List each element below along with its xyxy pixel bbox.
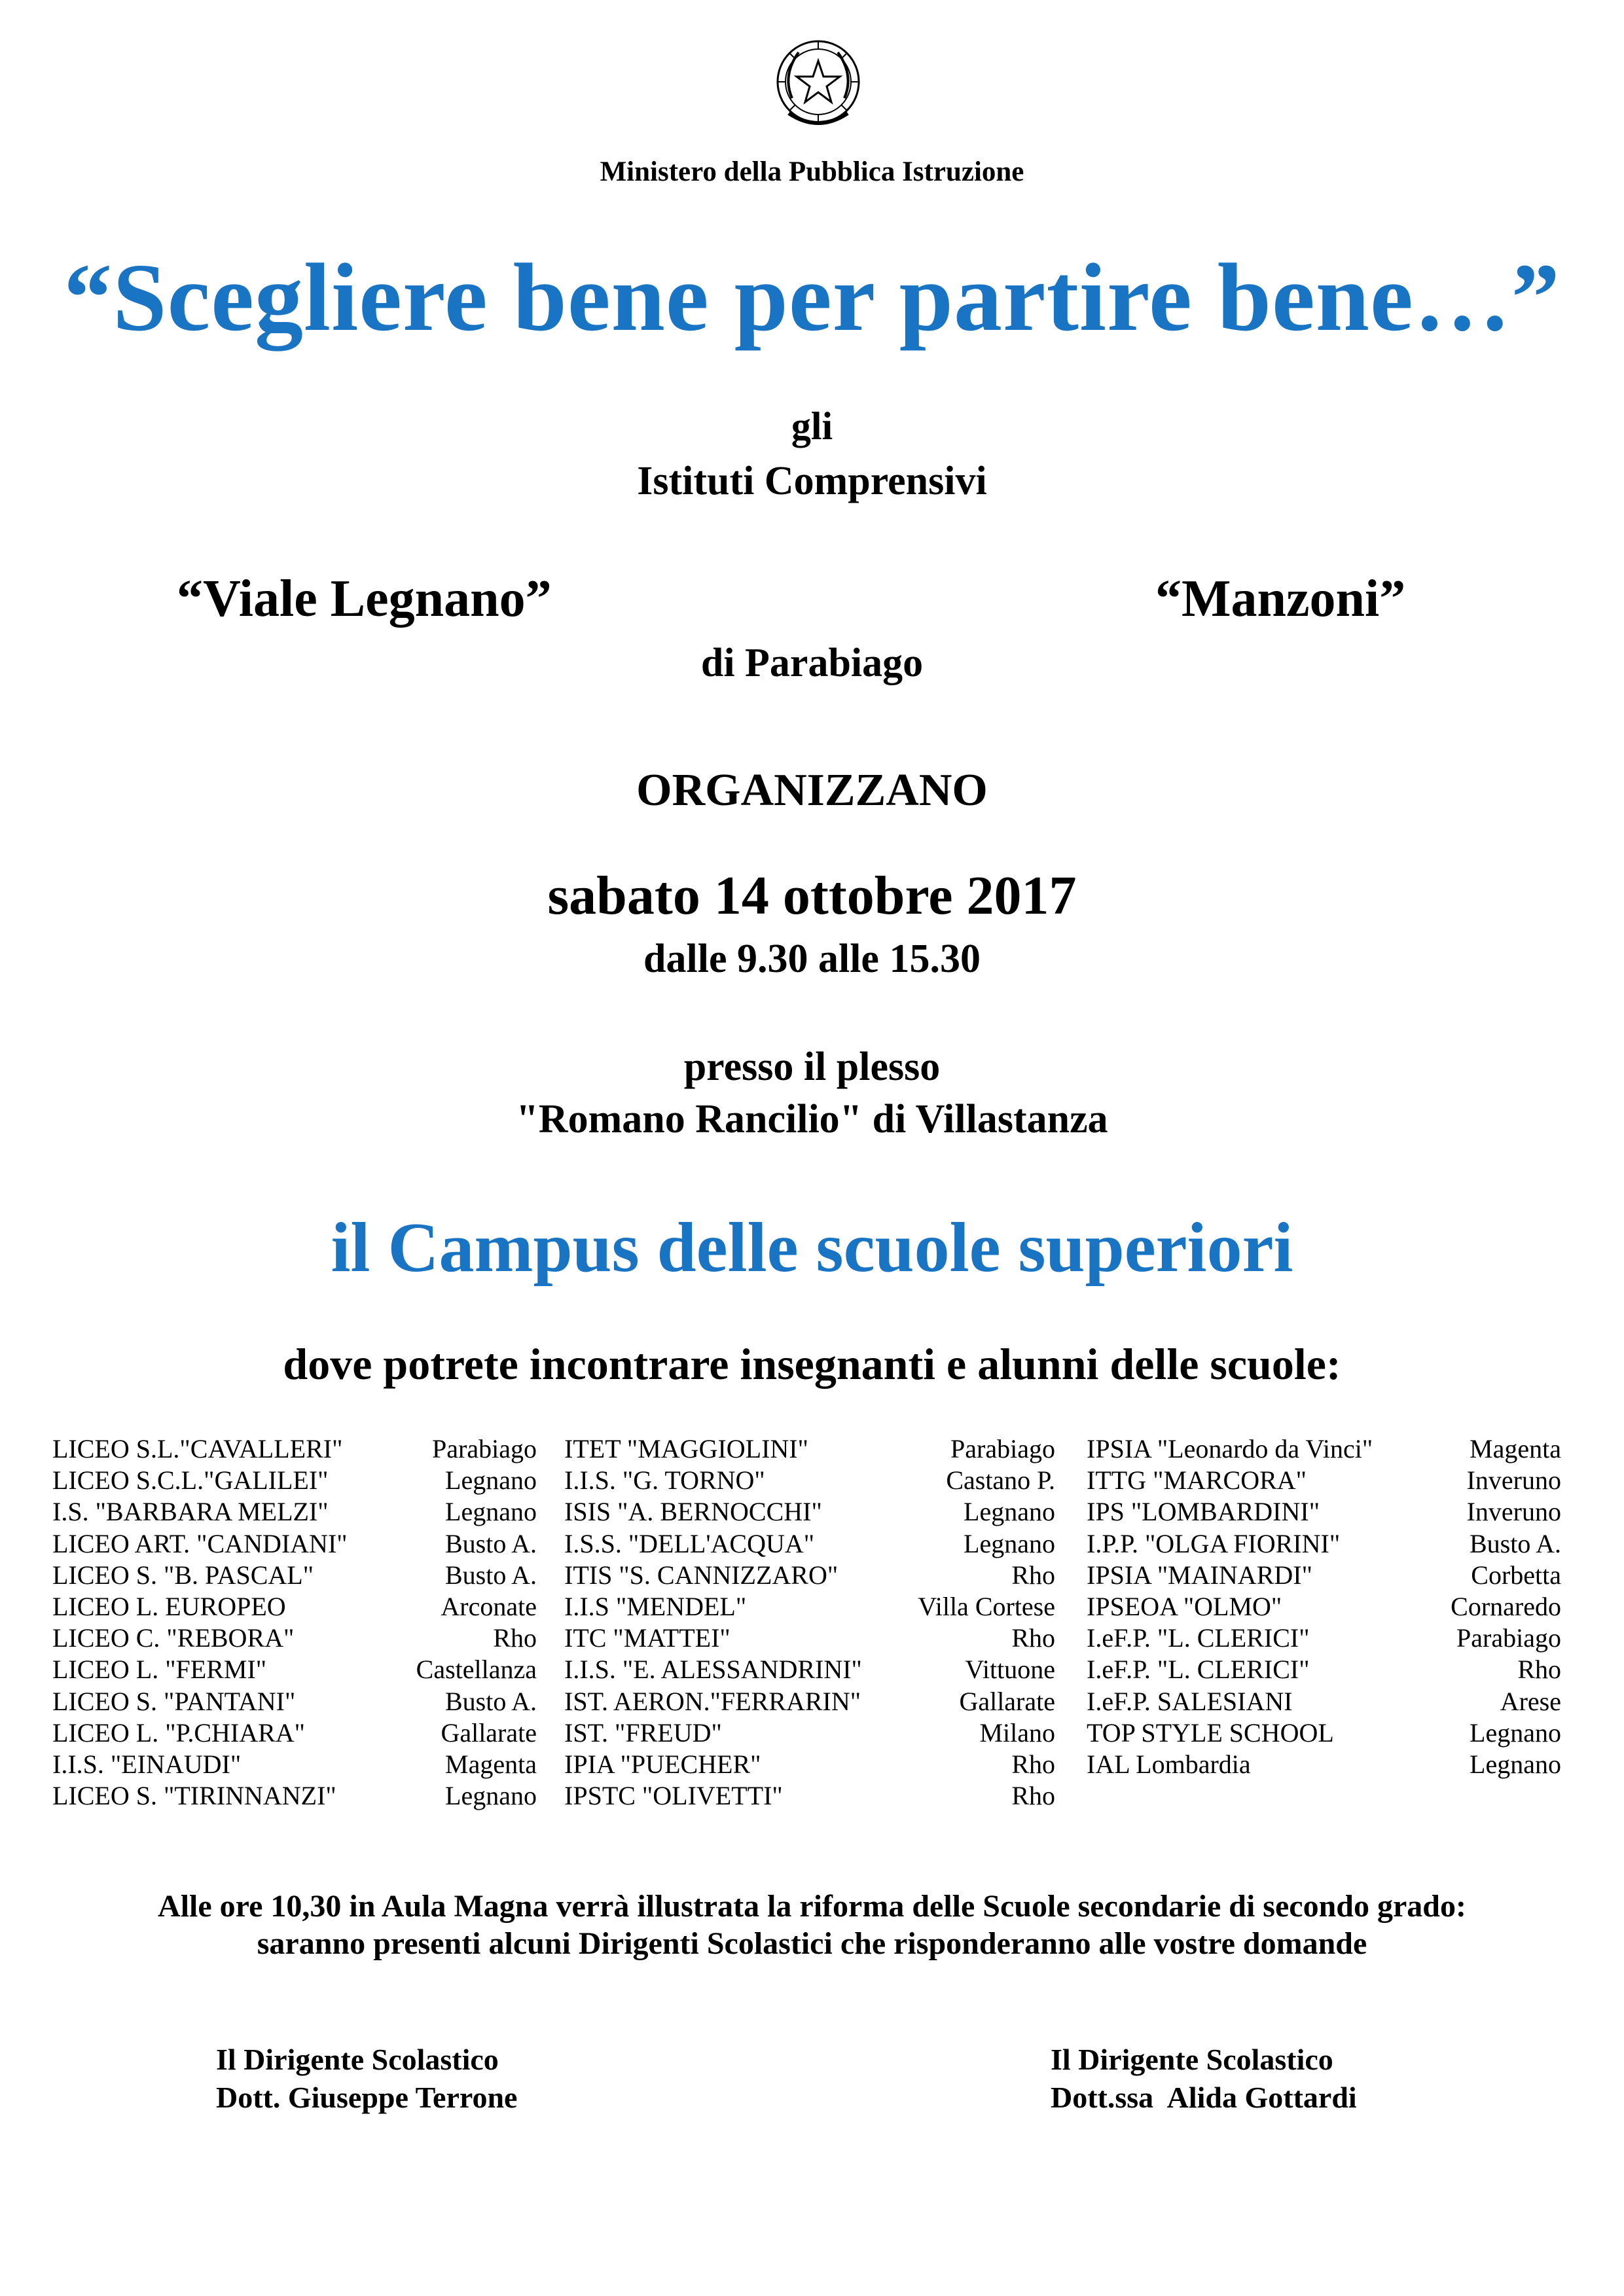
school-list-item [52,1465,537,1496]
school-list-item [1087,1465,1561,1496]
signature-left-name: Dott. Giuseppe Terrone [216,2081,518,2114]
school-list-column-1 [52,1433,537,1812]
school-name: LICEO S. "PANTANI" [52,1686,296,1716]
school-list-item [564,1433,1055,1465]
school-name: I.S. "BARBARA MELZI" [52,1497,329,1527]
note-line-2: saranno presenti alcuni Dirigenti Scolastici che risponderanno alle vostre domande [257,1926,1367,1961]
school-name: IPSIA "MAINARDI" [1087,1560,1312,1590]
note-line-1: Alle ore 10,30 in Aula Magna verrà illustrata la riforma delle Scuole secondarie di secondo grado: [158,1889,1466,1924]
school-list-item [52,1780,537,1812]
page-title: “Scegliere bene per partire bene…” [63,244,1561,351]
school-name: LICEO S.L."CAVALLERI" [52,1434,343,1463]
school-list-item [1087,1623,1561,1654]
school-name: LICEO L. EUROPEO [52,1591,286,1621]
signature-left-role: Il Dirigente Scolastico [216,2043,499,2076]
school-name: IPSTC "OLIVETTI" [564,1781,783,1811]
school-city: Legnano [445,1497,537,1527]
school-city: Arconate [441,1591,537,1621]
school-name: ITIS "S. CANNIZZARO" [564,1560,839,1590]
school-city: Castano P. [946,1465,1055,1496]
school-name: I.I.S. "G. TORNO" [564,1465,765,1496]
school-name: IPSEOA "OLMO" [1087,1591,1282,1621]
school-city: Legnano [445,1465,537,1496]
school-list-item [1087,1433,1561,1465]
school-city: Rho [1517,1655,1561,1685]
school-list-item [564,1560,1055,1591]
school-name: ITTG "MARCORA" [1087,1465,1307,1496]
school-name: IST. "FREUD" [564,1717,722,1748]
school-list-item [52,1591,537,1623]
school-name: I.eF.P. SALESIANI [1087,1686,1293,1716]
school-name: IAL Lombardia [1087,1749,1251,1779]
school-name: LICEO S. "B. PASCAL" [52,1560,314,1590]
school-name: IPIA "PUECHER" [564,1749,761,1779]
campus-title: il Campus delle scuole superiori [331,1209,1293,1287]
school-list-item [52,1749,537,1780]
intro-gli: gli [791,404,833,448]
school-city: Legnano [1470,1749,1561,1779]
signature-right [1051,2041,1357,2117]
school-list-item [1087,1717,1561,1749]
school-list-item [564,1591,1055,1623]
school-name: I.I.S "MENDEL" [564,1591,747,1621]
school-city: Legnano [964,1528,1055,1558]
school-list-item [564,1654,1055,1685]
italian-republic-emblem-icon [769,36,867,134]
school-list-item [564,1465,1055,1496]
school-city: Rho [493,1623,537,1653]
school-city: Vittuone [965,1655,1055,1685]
school-list-item [564,1717,1055,1749]
school-name: TOP STYLE SCHOOL [1087,1717,1334,1748]
school-city: Busto A. [444,1560,537,1590]
school-list-item [52,1560,537,1591]
school-list-item [52,1717,537,1749]
school-city: Gallarate [441,1717,537,1748]
school-name: LICEO S.C.L."GALILEI" [52,1465,329,1496]
school-city: Busto A. [444,1528,537,1558]
school-name: ISIS "A. BERNOCCHI" [564,1497,822,1527]
school-city: Gallarate [959,1686,1055,1716]
school-name: I.eF.P. "L. CLERICI" [1087,1655,1310,1685]
school-city: Magenta [1470,1434,1561,1463]
signature-left [216,2041,517,2117]
school-city: Inveruno [1466,1497,1561,1527]
signature-right-name: Dott.ssa Alida Gottardi [1051,2081,1357,2114]
school-name: ITET "MAGGIOLINI" [564,1434,808,1463]
school-city: Parabiago [432,1434,537,1463]
school-list-item [52,1654,537,1685]
school-list-item [1087,1591,1561,1623]
school-city: Busto A. [444,1686,537,1716]
school-list-item [1087,1528,1561,1560]
school-city: Busto A. [1469,1528,1561,1558]
intro-istituti: Istituti Comprensivi [637,459,987,503]
school-list-item [52,1623,537,1654]
school-name-right: “Manzoni” [1155,570,1406,628]
school-list-item [1087,1749,1561,1780]
school-list-item [564,1623,1055,1654]
school-city: Rho [1011,1560,1055,1590]
event-venue: "Romano Rancilio" di Villastanza [516,1097,1108,1141]
school-list-item [1087,1560,1561,1591]
school-list-item [52,1496,537,1528]
school-city: Cornaredo [1451,1591,1561,1621]
school-list-item [564,1780,1055,1812]
school-city: Legnano [964,1497,1055,1527]
event-hours: dalle 9.30 alle 15.30 [643,937,981,981]
school-city: Castellanza [416,1655,537,1685]
city-name: di Parabiago [700,641,924,685]
school-city: Rho [1011,1781,1055,1811]
school-name: LICEO ART. "CANDIANI" [52,1528,348,1558]
school-city: Inveruno [1466,1465,1561,1496]
school-city: Milano [979,1717,1055,1748]
school-list-item [1087,1686,1561,1717]
school-list-item [564,1496,1055,1528]
school-name: I.I.S. "EINAUDI" [52,1749,242,1779]
school-city: Legnano [1470,1717,1561,1748]
school-city: Rho [1011,1623,1055,1653]
ministry-name: Ministero della Pubblica Istruzione [600,156,1024,187]
school-city: Arese [1500,1686,1561,1716]
school-list-column-2 [564,1433,1055,1812]
school-name: ITC "MATTEI" [564,1623,731,1653]
schools-subtitle: dove potrete incontrare insegnanti e alunni delle scuole: [283,1339,1341,1389]
school-city: Parabiago [950,1434,1055,1463]
school-list-item [1087,1654,1561,1685]
school-name: I.I.S. "E. ALESSANDRINI" [564,1655,862,1685]
school-name: IPSIA "Leonardo da Vinci" [1087,1434,1373,1463]
school-list-item [564,1686,1055,1717]
school-city: Magenta [445,1749,537,1779]
school-name: IPS "LOMBARDINI" [1087,1497,1320,1527]
school-name: I.eF.P. "L. CLERICI" [1087,1623,1310,1653]
school-city: Rho [1011,1749,1055,1779]
school-name: LICEO L. "FERMI" [52,1655,267,1685]
school-list-item [564,1749,1055,1780]
school-name-left: “Viale Legnano” [177,570,552,628]
school-list-item [52,1528,537,1560]
school-name: LICEO C. "REBORA" [52,1623,295,1653]
event-presso: presso il plesso [683,1045,941,1089]
school-list-item [1087,1496,1561,1528]
signature-right-role: Il Dirigente Scolastico [1051,2043,1333,2076]
school-name: LICEO S. "TIRINNANZI" [52,1781,336,1811]
school-list-column-3 [1087,1433,1561,1780]
school-name: LICEO L. "P.CHIARA" [52,1717,305,1748]
school-city: Parabiago [1456,1623,1561,1653]
school-city: Villa Cortese [918,1591,1055,1621]
school-city: Corbetta [1471,1560,1561,1590]
school-city: Legnano [445,1781,537,1811]
organizzano-heading: ORGANIZZANO [636,765,988,816]
event-date: sabato 14 ottobre 2017 [547,865,1077,926]
school-name: I.P.P. "OLGA FIORINI" [1087,1528,1341,1558]
school-list-item [52,1433,537,1465]
school-list-item [52,1686,537,1717]
school-name: IST. AERON."FERRARIN" [564,1686,861,1716]
school-name: I.S.S. "DELL'ACQUA" [564,1528,815,1558]
school-list-item [564,1528,1055,1560]
